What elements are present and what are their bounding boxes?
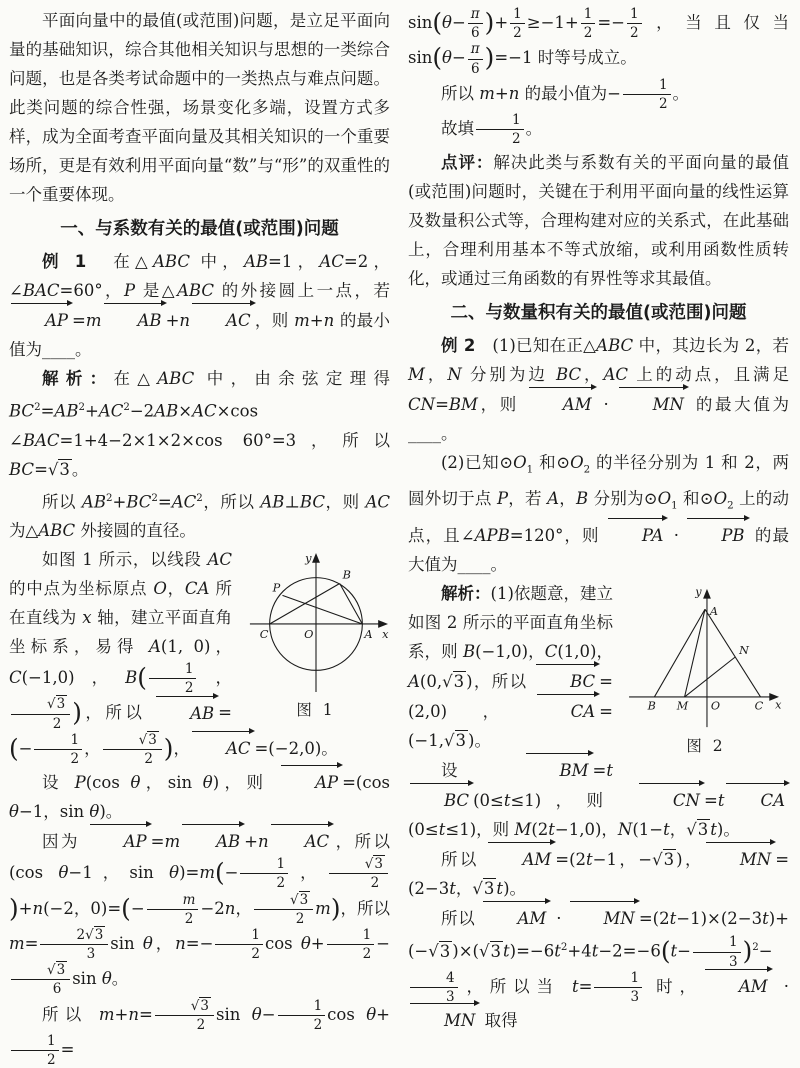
fig1-label-B: B: [342, 567, 351, 582]
sine-inequality-continuation: sin(θ− $\frac{\pi}{6}$ )+ $\frac{1}{2}$ ≥−1+ $\frac{1}{2}$ =− $\frac{1}{2}$ ，当且仅当 sin(θ− $\frac{\pi}{6}$ )=−1 时等号成立。: [408, 6, 789, 77]
example-2-solution-setup: 解析：(1)依题意，建立如图 2 所示的平面直角坐标系，则 B(−1,0)，C(1,0)，A(0,√3 )，所以 BC =(2,0)， CA =(−1,√3 )。: [408, 584, 614, 751]
example-1-solution-cosine-rule: 解析：在△ABC 中，由余弦定理得 $BC^2=AB^2+AC^2-2AB\times AC\times\cos$ ∠BAC=1+4−2×1×2×cos 60°=3，所以 BC=√3 。: [9, 369, 390, 479]
fig2-label-N: N: [739, 644, 749, 658]
example-1-statement: 例 1 在△ABC 中，AB=1，AC=2，∠BAC=60°，P 是△ABC 的外接圆上一点，若 AP =m AB +n AC ，则 m+n 的最小值为____。: [9, 252, 390, 359]
right-column: [408, 6, 789, 1068]
fill-in-answer: 故填 $\frac{1}{2}$ 。: [441, 112, 543, 148]
fig2-label-B: B: [647, 699, 656, 713]
figure-2-flow: [408, 579, 789, 844]
minimum-value-statement: 所以 m+n 的最小值为− $\frac{1}{2}$ 。: [441, 76, 690, 112]
fig1-label-y: y: [305, 550, 312, 565]
fig1-label-x: x: [382, 626, 389, 641]
figure-2-caption: 图 2: [686, 737, 726, 756]
dot-product-computation: 所以 AM · MN =(2t−1)×(2−3t)+(−√3 )×(√3 $t)=-6t^2+4t-2=-6(t-$ $\frac{1}{3}$ )$^2$− $\frac{4}{3}$ ，所以当 t= $\frac{1}{3}$ 时， AM · MN 取得: [408, 903, 789, 1035]
figure-1-circle-diagram: [242, 549, 390, 695]
fig2-label-M: M: [676, 699, 689, 713]
coordinate-setup-paragraph: 如图 1 所示，以线段 AC 的中点为坐标原点 O，CA 所在直线为 x 轴，建立平面直角坐标系，易得 A(1, 0)，C(−1,0)，B( $\frac{1}{2}$ ， $\frac{√3}{2}$ )，所以 AB =(− $\frac{1}{2}$ ， $\frac{√3}{2}$ )， AC =(−2,0)。: [9, 550, 338, 767]
left-column: [9, 6, 390, 1068]
intro-paragraph: 平面向量中的最值(或范围)问题，是立足平面向量的基础知识，综合其他相关知识与思想的一类综合问题，也是各类考试命题中的一类热点与难点问题。此类问题的综合性强，场景变化多端，设置方式多样，成为全面考查平面向量及其相关知识的一个重要场所，更是有效利用平面向量“数”与“形”的双重性的一个重要体现。: [9, 11, 390, 204]
fig2-label-x: x: [775, 698, 782, 712]
fig2-label-A: A: [709, 605, 718, 619]
fig2-edge-AC: [705, 609, 761, 697]
m-plus-n-expression: 所以 m+n= $\frac{√3}{2}$ sin θ− $\frac{1}{2}$ cos θ+ $\frac{1}{2}$ =: [9, 998, 390, 1068]
fig1-chord-BA: [340, 584, 363, 624]
section-1-heading: 一、与系数有关的最值(或范围)问题: [60, 219, 339, 239]
section-2-heading: 二、与数量积有关的最值(或范围)问题: [450, 302, 747, 323]
fig2-label-y: y: [695, 585, 702, 599]
parameter-t-definition: 设 BM =tBC (0≤t≤1)，则 CN =t CA(0≤t≤1)，则 M(2t−1,0)，N(1−t，√3 t)。: [408, 755, 789, 844]
comment-paragraph: 点评：解决此类与系数有关的平面向量的最值(或范围)问题时，关键在于利用平面向量的线性运算及数量积公式等，合理构建对应的关系式，在此基础上，合理利用基本不等式放缩，或利用函数性质转化，或通过三角函数的有界性等求其最值。: [408, 152, 790, 288]
fig1-label-O: O: [304, 626, 314, 641]
fig2-label-C: C: [754, 699, 764, 713]
example-2-part-1: 例 2 (1)已知在正△ABC 中，其边长为 2，若 M，N 分别为边 BC，AC 上的动点，且满足 CN=BM，则 AM · MN 的最大值为____。: [408, 335, 790, 443]
figure-2: [623, 583, 789, 756]
point-p-parametrization: 设 P(cos θ，sin θ)，则 AP =(cos θ−1，sin θ)。: [9, 767, 390, 826]
example-2-part-2: (2)已知$⊙O_1$ 和$⊙O_2$ 的半径分别为 1 和 2，两圆外切于点 P，若 A，B 分别为$⊙O_1$ 和$⊙O_2$ 上的动点，且∠APB=120°，则 PA · PB 的最大值为____。: [408, 452, 790, 575]
fig1-label-A: A: [364, 626, 373, 641]
fig2-label-O: O: [710, 699, 721, 713]
figure-2-triangle-diagram: [623, 583, 789, 731]
fig2-y-arrow: [703, 589, 711, 599]
fig2-edge-BA: [654, 609, 705, 697]
fig1-y-arrow: [312, 553, 320, 563]
figure-1: [242, 549, 390, 720]
vectors-am-mn: 所以 AM =(2t−1，−√3 )， MN =(2−3t，√3 t)。: [408, 844, 789, 903]
example-1-perpendicular-deduction: 所以 $AB^2+BC^2=AC^2$，所以 AB⊥BC，则 AC 为△ABC 外接圆的直径。: [9, 492, 390, 540]
component-equations: 因为 AP =m AB +n AC ，所以(cos θ−1，sin θ)=m(− $\frac{1}{2}$ ， $\frac{√3}{2}$ )+n(−2，0)=(− $\frac{m}{2}$ −2n， $\frac{√3}{2}$ m)，所以 m= $\frac{2√3}{3}$ sin θ，n=− $\frac{1}{2}$ cos θ+ $\frac{1}{2}$ − $\frac{√3}{6}$ sin θ。: [9, 826, 390, 998]
fig1-label-P: P: [272, 580, 281, 595]
fig1-label-C: C: [259, 626, 269, 641]
figure-1-flow: [9, 545, 390, 767]
figure-1-caption: 图 1: [296, 701, 336, 719]
